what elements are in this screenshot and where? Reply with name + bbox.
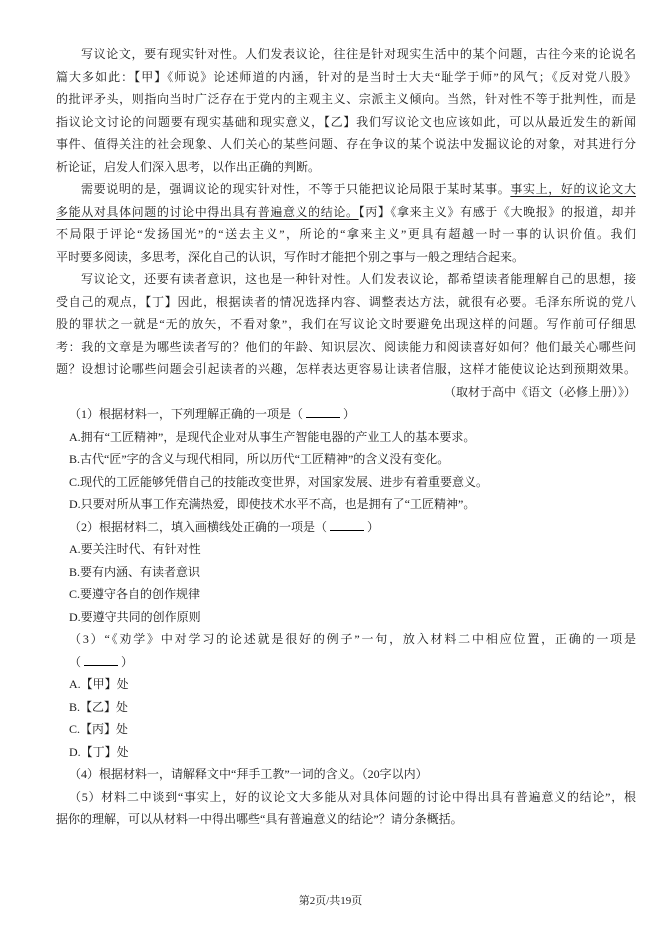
text-line: 受自己的观点，【丁】因此，根据读者的情况选择内容、调整表达方法，就很有必要。毛泽东所说的党八 xyxy=(56,294,636,309)
option-d: D.只要对所从事工作充满热爱，即使技术水平不高，也是拥有了“工匠精神”。 xyxy=(69,497,476,511)
page-number: 第2页/共19页 xyxy=(298,894,363,907)
option-c: C.要遵守各自的创作规律 xyxy=(69,587,201,601)
question-stem xyxy=(56,516,636,539)
text-line xyxy=(56,178,636,201)
text-line: 写议论文，还要有读者意识，这也是一种针对性。人们发表议论，都希望读者能理解自己的思想，接 xyxy=(81,272,636,286)
question-1 xyxy=(56,403,636,516)
stem-close: ） xyxy=(343,407,356,421)
passage-paragraph-2 xyxy=(56,178,636,268)
stem-close: ） xyxy=(121,654,134,669)
source-citation: （取材于高中《语文（必修上册）》） xyxy=(443,384,636,399)
question-stem: （5）材料二中谈到“事实上，好的议论文大多能从对具体问题的讨论中得出具有普遍意义的结论”，根 xyxy=(69,789,637,804)
option-a: A.【甲】处 xyxy=(69,677,129,691)
text-line: 平时要多阅读，多思考，深化自己的认识，写作时才能把个别之事与一般之理结合起来。 xyxy=(56,249,525,264)
answer-blank xyxy=(330,518,364,531)
underlined-text: 多能从对具体问题的讨论中得出具有普遍意义的结论。 xyxy=(56,204,359,219)
answer-blank xyxy=(84,653,118,666)
passage-paragraph-1 xyxy=(56,43,636,178)
option-a: A.拥有“工匠精神”，是现代企业对从事生产智能电器的产业工人的基本要求。 xyxy=(69,429,476,444)
stem-close: ） xyxy=(367,519,380,534)
plain-text: 【丙】《拿来主义》有感于《大晚报》的报道，却并 xyxy=(358,204,636,219)
stem-open: （ xyxy=(69,654,82,669)
question-3 xyxy=(56,628,636,763)
question-5 xyxy=(56,786,636,831)
option-d: D.【丁】处 xyxy=(69,744,129,759)
text-line: 题？设想讨论哪些问题会引起读者的兴趣，怎样表达更容易让读者信服，这样才能使议论达到预期效果。 xyxy=(56,362,636,376)
question-stem xyxy=(56,403,636,426)
text-line: 的批评矛头，则指向当时广泛存在于党内的主观主义、宗派主义倾向。当然，针对性不等于批判性，而是 xyxy=(56,92,636,106)
plain-text: 需要说明的是，强调议论的现实针对性，不等于只能把议论局限于某时某事。 xyxy=(81,182,511,196)
question-stem: 据你的理解，可以从材料一中得出哪些“具有普遍意义的结论”？请分条概括。 xyxy=(56,812,463,826)
stem-text: （2）根据材料二，填入画横线处正确的一项是（ xyxy=(69,519,328,534)
option-b: B.【乙】处 xyxy=(69,699,129,714)
text-line: 写议论文，要有现实针对性。人们发表议论，往往是针对现实生活中的某个问题，古往今来的论说名 xyxy=(81,47,636,61)
option-d: D.要遵守共同的创作原则 xyxy=(69,609,201,624)
passage-paragraph-3 xyxy=(56,268,636,381)
text-line: 股的罪状之一就是“无的放矢，不看对象”，我们在写议论文时要避免出现这样的问题。写作前可仔细思 xyxy=(56,317,636,331)
text-line: 篇大多如此：【甲】《师说》论述师道的内涵，针对的是当时士大夫“耻学于师”的风气；《反对党八股》 xyxy=(56,69,636,84)
text-line: 事件、值得关注的社会现象、人们关心的某些问题、存在争议的某个说法中发掘议论的对象，对其进行分 xyxy=(56,137,636,151)
question-2 xyxy=(56,516,636,629)
question-stem: （3）“《劝学》中对学习的论述就是很好的例子”一句，放入材料二中相应位置，正确的一项是 xyxy=(69,632,636,646)
stem-text: （1）根据材料一，下列理解正确的一项是（ xyxy=(69,407,304,421)
text-line: 考：我的文章是为哪些读者写的？他们的年龄、知识层次、阅读能力和阅读喜好如何？他们最关心哪些问 xyxy=(56,339,636,354)
option-c: C.【丙】处 xyxy=(69,722,129,736)
question-stem-blank xyxy=(56,651,636,674)
text-line: 指议论文讨论的问题要有现实基础和现实意义，【乙】我们写议论文也应该如此，可以从最近发生的新闻 xyxy=(56,114,636,129)
underlined-text: 事实上，好的议论文大 xyxy=(510,182,636,196)
option-b: B.要有内涵、有读者意识 xyxy=(69,564,201,579)
text-line: 不局限于评论“发扬国光”的“送去主义”，所论的“拿来主义”更具有超越一时一事的认识价值。我们 xyxy=(56,227,636,241)
document-body xyxy=(56,0,636,831)
option-c: C.现代的工匠能够凭借自己的技能改变世界，对国家发展、进步有着重要意义。 xyxy=(69,474,489,489)
option-b: B.古代“匠”字的含义与现代相同，所以历代“工匠精神”的含义没有变化。 xyxy=(69,452,450,466)
option-a: A.要关注时代、有针对性 xyxy=(69,542,201,556)
answer-blank xyxy=(306,405,340,418)
text-line: 析论证，启发人们深入思考，以作出正确的判断。 xyxy=(56,159,321,174)
text-line xyxy=(56,201,636,224)
question-4: （4）根据材料一，请解释文中“拜手工教”一词的含义。（20字以内） xyxy=(69,767,428,781)
